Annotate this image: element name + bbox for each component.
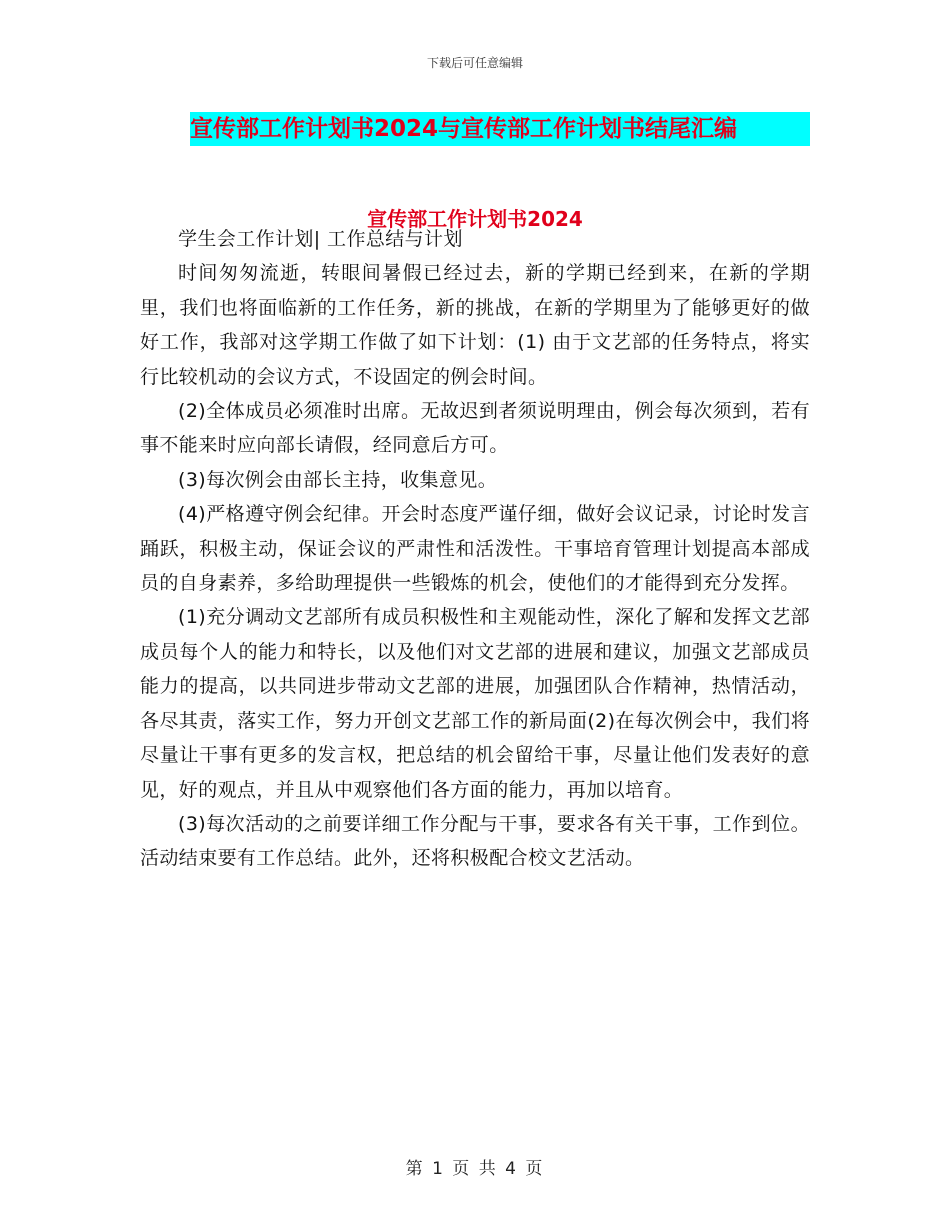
paragraph: 时间匆匆流逝，转眼间暑假已经过去，新的学期已经到来，在新的学期里，我们也将面临新的工作任务，新的挑战，在新的学期里为了能够更好的做好工作，我部对这学期工作做了如下计划：(1) 由于文艺部的任务特点，将实行比较机动的会议方式，不设固定的例会时间。 xyxy=(140,262,810,388)
paragraph: (4)严格遵守例会纪律。开会时态度严谨仔细，做好会议记录，讨论时发言踊跃，积极主动，保证会议的严肃性和活泼性。干事培育管理计划提高本部成员的自身素养，多给助理提供一些锻炼的机会，使他们的才能得到充分发挥。 xyxy=(140,503,810,595)
paragraph: (2)全体成员必须准时出席。无故迟到者须说明理由，例会每次须到，若有事不能来时应向部长请假，经同意后方可。 xyxy=(140,400,810,457)
page-footer: 第 1 页 共 4 页 xyxy=(405,1159,545,1179)
paragraph: (3)每次例会由部长主持，收集意见。 xyxy=(178,468,498,491)
paragraph: (1)充分调动文艺部所有成员积极性和主观能动性，深化了解和发挥文艺部成员每个人的能力和特长，以及他们对文艺部的进展和建议，加强文艺部成员能力的提高，以共同进步带动文艺部的进展，加强团队合作精神，热情活动，各尽其责，落实工作，努力开创文艺部工作的新局面(2)在每次例会中，我们将尽量让干事有更多的发言权，把总结的机会留给干事，尽量让他们发表好的意见，好的观点，并且从中观察他们各方面的能力，再加以培育。 xyxy=(140,606,810,801)
paragraph: (3)每次活动的之前要详细工作分配与干事，要求各有关干事，工作到位。活动结束要有工作总结。此外，还将积极配合校文艺活动。 xyxy=(140,812,810,870)
body-text xyxy=(140,222,810,876)
paragraph: 学生会工作计划| 工作总结与计划 xyxy=(178,228,463,250)
section-title: 宣传部工作计划书2024 xyxy=(367,207,583,231)
header-note: 下载后可任意编辑 xyxy=(426,56,523,70)
main-title: 宣传部工作计划书2024与宣传部工作计划书结尾汇编 xyxy=(190,112,810,146)
